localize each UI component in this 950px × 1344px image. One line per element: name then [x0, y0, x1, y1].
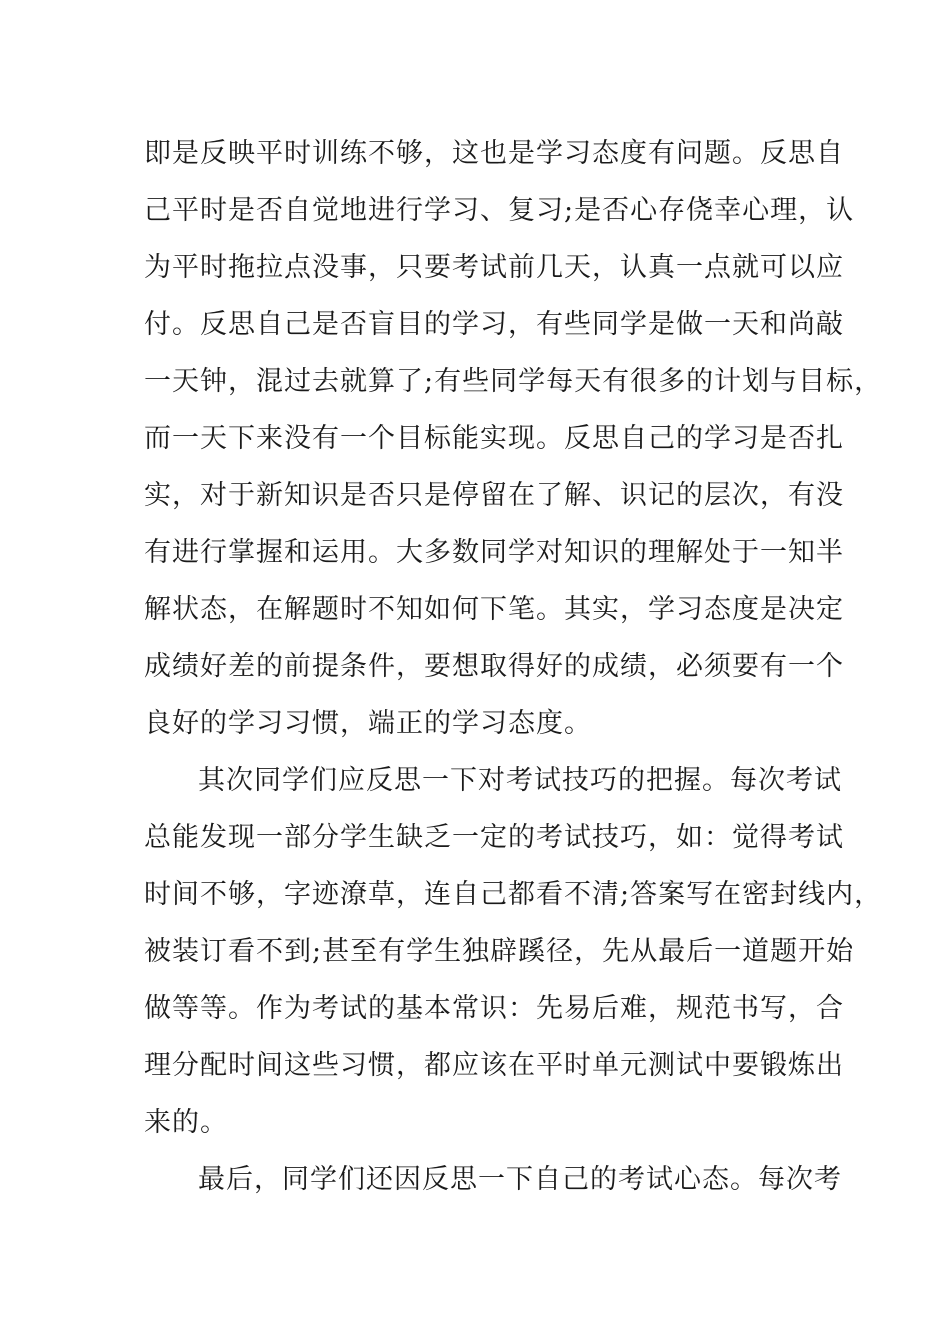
paragraph-first-line: 其次同学们应反思一下对考试技巧的把握。每次考试 — [198, 765, 842, 796]
text-line: 良好的学习习惯，端正的学习态度。 — [144, 708, 592, 739]
text-line: 己平时是否自觉地进行学习、复习;是否心存侥幸心理，认 — [144, 195, 855, 226]
text-line: 有进行掌握和运用。大多数同学对知识的理解处于一知半 — [144, 537, 844, 568]
text-line: 而一天下来没有一个目标能实现。反思自己的学习是否扎 — [144, 423, 844, 454]
text-line: 解状态，在解题时不知如何下笔。其实，学习态度是决定 — [144, 594, 844, 625]
text-line: 一天钟，混过去就算了;有些同学每天有很多的计划与目标， — [144, 366, 883, 397]
text-line: 时间不够，字迹潦草，连自己都看不清;答案写在密封线内， — [144, 879, 883, 910]
text-line: 总能发现一部分学生缺乏一定的考试技巧，如：觉得考试 — [144, 822, 844, 853]
text-line: 理分配时间这些习惯，都应该在平时单元测试中要锻炼出 — [144, 1050, 844, 1081]
text-line: 来的。 — [144, 1107, 228, 1138]
text-line: 成绩好差的前提条件，要想取得好的成绩，必须要有一个 — [144, 651, 844, 682]
text-line: 被装订看不到;甚至有学生独辟蹊径，先从最后一道题开始 — [144, 936, 855, 967]
text-line: 为平时拖拉点没事，只要考试前几天，认真一点就可以应 — [144, 252, 844, 283]
text-line: 做等等。作为考试的基本常识：先易后难，规范书写，合 — [144, 993, 844, 1024]
text-line: 即是反映平时训练不够，这也是学习态度有问题。反思自 — [144, 138, 844, 169]
text-line: 实，对于新知识是否只是停留在了解、识记的层次，有没 — [144, 480, 844, 511]
paragraph-first-line: 最后，同学们还因反思一下自己的考试心态。每次考 — [198, 1164, 842, 1195]
text-line: 付。反思自己是否盲目的学习，有些同学是做一天和尚敲 — [144, 309, 844, 340]
